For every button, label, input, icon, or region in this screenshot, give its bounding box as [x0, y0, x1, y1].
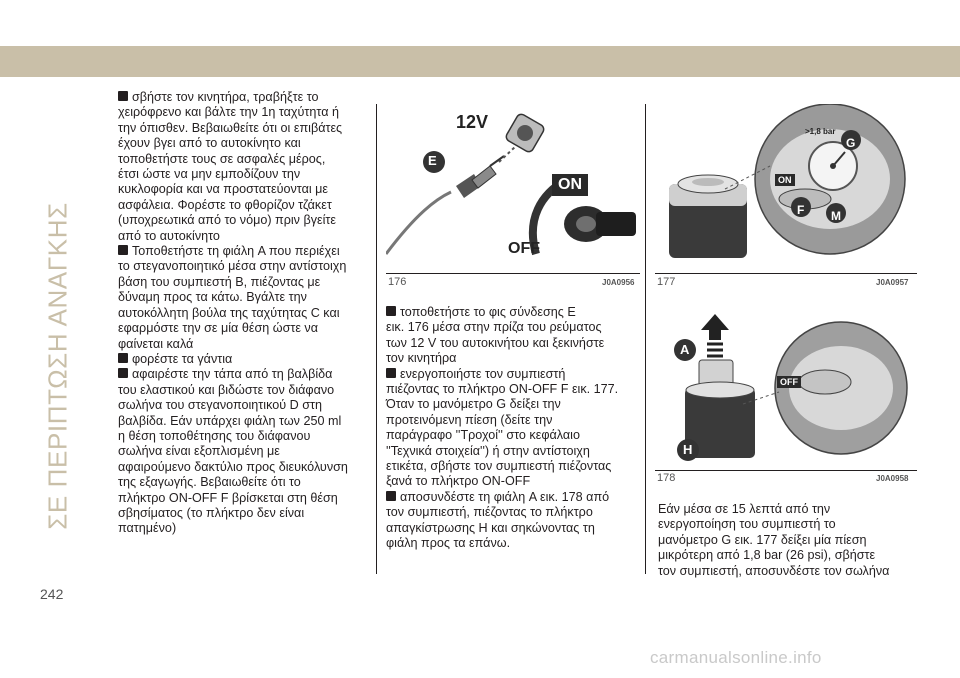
page-number: 242: [40, 586, 64, 602]
bullet-icon: [118, 91, 128, 101]
paragraph-8: Εάν μέσα σε 15 λεπτά από την ενεργοποίηση του συμπιεστή το μανόμετρο G εικ. 177 δείξει μία πίεση μικρότερη από 1,8 bar (26 psi), σβήστε τον συμπιεστή, αποσυνδέστε τον σωλήνα: [658, 502, 890, 578]
paragraph-1: σβήστε τον κινητήρα, τραβήξτε το χειρόφρενο και βάλτε την 1η ταχύτητα ή την όπισθεν. Βεβαιωθείτε ότι οι επιβάτες έχουν βγει από το αυτοκίνητο και τοποθετήστε τους σε ασφαλές μέρος, έτσι ώστε να μην εμποδίζουν την κυκλοφορία και να προστατεύονται με ασφάλεια. Φορέστε το φθορίζον τζάκετ (υποχρεωτικά από το νόμο) πριν βγείτε από το αυτοκίνητο: [118, 90, 343, 243]
label-off: OFF: [508, 240, 540, 257]
section-title: ΣΕ ΠΕΡΙΠΤΩΣΗ ΑΝΑΓΚΗΣ: [42, 202, 73, 530]
compressor-on-illustration: [655, 104, 917, 273]
paragraph-2: Τοποθετήστε τη φιάλη A που περιέχει το στεγανοποιητικό μέσα στην αντίστοιχη βάση του συμπιεστή B, πιέζοντας με δύναμη προς τα κάτω. Βγάλτε την αυτοκόλλητη βούλα της ταχύτητας C και εφαρμόστε την σε μία θέση ώστε να φαίνεται καλά: [118, 244, 347, 351]
label-h: H: [683, 442, 693, 457]
paragraph-6: ενεργοποιήστε τον συμπιεστή πιέζοντας το πλήκτρο ON-OFF F εικ. 177. Όταν το μανόμετρο G δείξει την προτεινόμενη πίεση (δείτε την παράγραφο ''Τροχοί'' στο κεφάλαιο ''Τεχνικά στοιχεία'') ή στην αντίστοιχη ετικέτα, σβήστε τον συμπιεστή πιέζοντας ξανά το πλήκτρο ON-OFF: [386, 366, 619, 489]
label-on: ON: [552, 174, 588, 196]
paragraph-3: φορέστε τα γάντια: [118, 352, 380, 367]
figure-176-code: J0A0956: [602, 278, 635, 287]
label-f: F: [797, 203, 805, 217]
bullet-icon: [386, 368, 396, 378]
label-pressure: >1,8 bar: [805, 127, 836, 136]
bullet-icon: [118, 353, 128, 363]
figure-176: [386, 104, 640, 274]
label-a: A: [680, 342, 690, 357]
label-m: M: [831, 209, 841, 223]
label-on: ON: [775, 174, 795, 186]
label-off: OFF: [777, 376, 801, 388]
bullet-icon: [118, 245, 128, 255]
label-12v: 12V: [456, 112, 489, 132]
figure-178-number: 178: [657, 472, 676, 484]
figure-177-number: 177: [657, 276, 676, 288]
column-1: [118, 90, 380, 537]
figure-176-number: 176: [388, 276, 407, 288]
figure-177-code: J0A0957: [876, 278, 909, 287]
figure-178: [655, 306, 917, 471]
column-divider: [645, 104, 646, 574]
bullet-icon: [118, 368, 128, 378]
paragraph-4: αφαιρέστε την τάπα από τη βαλβίδα του ελαστικού και βιδώστε τον διάφανο σωλήνα του στεγανοποιητικού D στη βαλβίδα. Εάν υπάρχει φιάλη των 250 ml η θέση τοποθέτησης του διάφανου σωλήνα είναι εξοπλισμένη με αφαιρούμενο δακτύλιο προς διευκόλυνση της εξαγωγής. Βεβαιωθείτε ότι το πλήκτρο ON-OFF F βρίσκεται στη θέση σβησίματος (το πλήκτρο δεν είναι πατημένο): [118, 367, 348, 536]
label-e: E: [428, 153, 437, 168]
watermark: carmanualsonline.info: [650, 648, 822, 667]
label-g: G: [846, 136, 856, 150]
paragraph-5: τοποθετήστε το φις σύνδεσης E εικ. 176 μέσα στην πρίζα του ρεύματος των 12 V του αυτοκινήτου και ξεκινήστε τον κινητήρα: [386, 305, 605, 366]
bullet-icon: [386, 306, 396, 316]
paragraph-7: αποσυνδέστε τη φιάλη A εικ. 178 από τον συμπιεστή, πιέζοντας το πλήκτρο απαγκίστρωσης H και σηκώνοντας τη φιάλη προς τα επάνω.: [386, 489, 610, 551]
figure-177: [655, 104, 917, 274]
header-band: [0, 46, 960, 77]
column-divider: [376, 104, 377, 574]
column-2: [386, 305, 636, 552]
compressor-off-illustration: [655, 306, 917, 470]
column-3: [658, 502, 908, 579]
bullet-icon: [386, 491, 396, 501]
figure-178-code: J0A0958: [876, 474, 909, 483]
